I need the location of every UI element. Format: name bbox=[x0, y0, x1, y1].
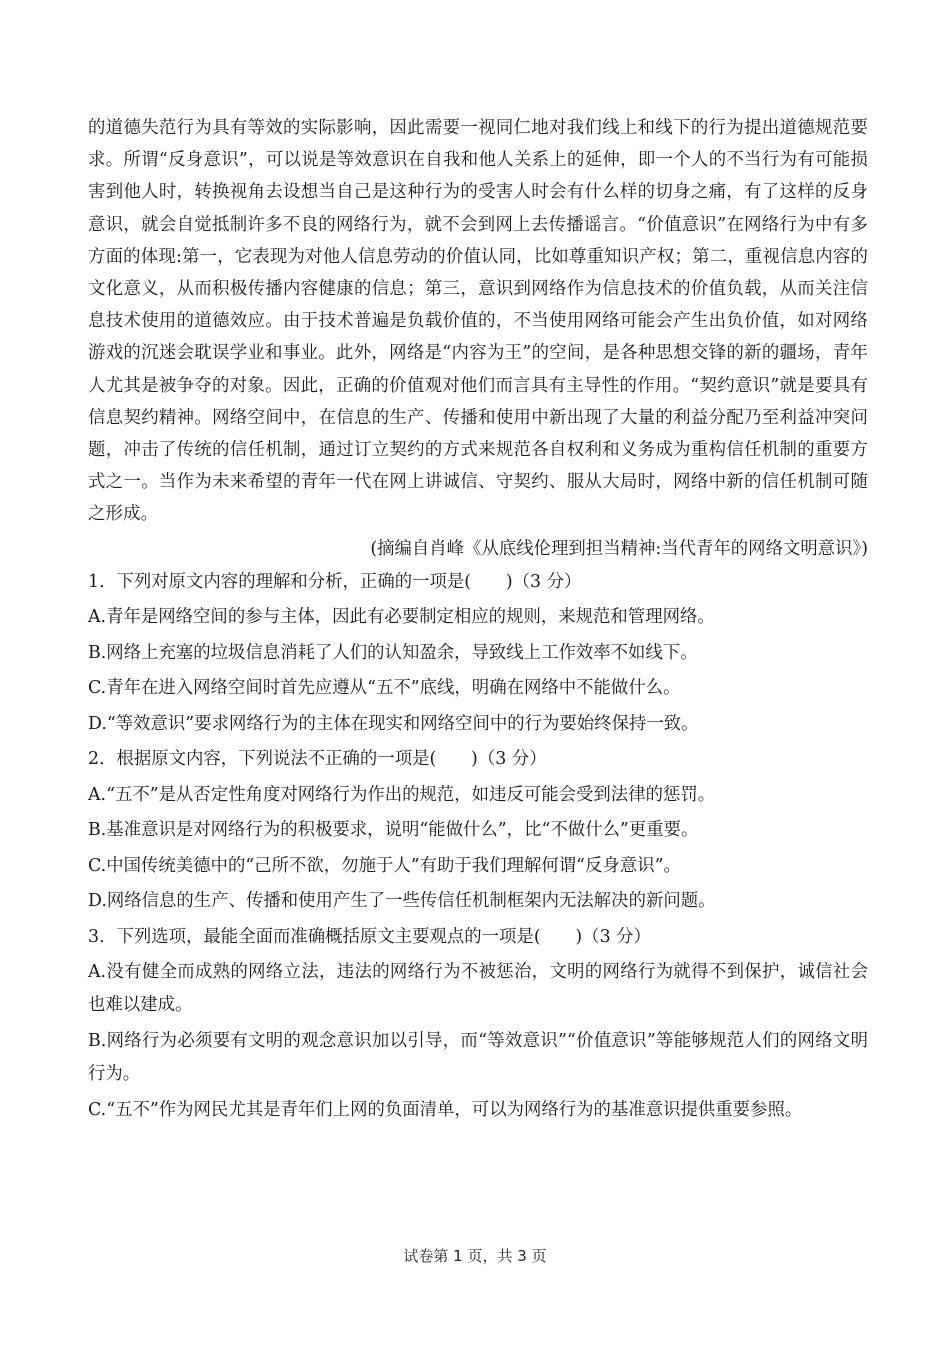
option-c: C.“五不”作为网民尤其是青年们上网的负面清单，可以为网络行为的基准意识提供重要参照。 bbox=[88, 1100, 803, 1121]
option-a: A.青年是网络空间的参与主体，因此有必要制定相应的规则，来规范和管理网络。 bbox=[88, 607, 715, 628]
question-3 bbox=[88, 920, 868, 1129]
question-1 bbox=[88, 565, 868, 743]
passage-paragraph: 的道德失范行为具有等效的实际影响，因此需要一视同仁地对我们线上和线下的行为提出道德规范要求。所谓“反身意识”，可以说是等效意识在自我和他人关系上的延伸，即一个人的不当行为有可能损害到他人时，转换视角去设想当自己是这种行为的受害人时会有什么样的切身之痛，有了这样的反身意识，就会自觉抵制许多不良的网络行为，就不会到网上去传播谣言。“价值意识”在网络行为中有多方面的体现:第一，它表现为对他人信息劳动的价值认同，比如尊重知识产权；第二，重视信息内容的文化意义，从而积极传播内容健康的信息；第三，意识到网络作为信息技术的价值负载，从而关注信息技术使用的道德效应。由于技术普遍是负载价值的，不当使用网络可能会产生出负价值，如对网络游戏的沉迷会耽误学业和事业。此外，网络是“内容为王”的空间，是各种思想交锋的新的疆场，青年人尤其是被争夺的对象。因此，正确的价值观对他们而言具有主导性的作用。“契约意识”就是要具有信息契约精神。网络空间中，在信息的生产、传播和使用中新出现了大量的利益分配乃至利益冲突问题，冲击了传统的信任机制，通过订立契约的方式来规范各自权利和义务成为重构信任机制的重要方式之一。当作为未来希望的青年一代在网上讲诚信、守契约、服从大局时，网络中新的信任机制可随之形成。 bbox=[88, 118, 868, 525]
option-c: C.中国传统美德中的“己所不欲，勿施于人”有助于我们理解何谓“反身意识”。 bbox=[88, 855, 681, 876]
option-d: D.“等效意识”要求网络行为的主体在现实和网络空间中的行为要始终保持一致。 bbox=[88, 713, 699, 734]
question-2 bbox=[88, 742, 868, 920]
option-b: B.网络上充塞的垃圾信息消耗了人们的认知盈余，导致线上工作效率不如线下。 bbox=[88, 642, 698, 663]
option-b: B.基准意识是对网络行为的积极要求，说明“能做什么”，比“不做什么”更重要。 bbox=[88, 820, 699, 841]
question-list bbox=[88, 565, 868, 1129]
passage-source: (摘编自肖峰《从底线伦理到担当精神:当代青年的网络文明意识》) bbox=[370, 538, 868, 559]
option-a: A.没有健全而成熟的网络立法，违法的网络行为不被惩治，文明的网络行为就得不到保护，诚信社会也难以建成。 bbox=[88, 962, 868, 1016]
exam-page bbox=[88, 112, 868, 1129]
question-stem: 1．下列对原文内容的理解和分析，正确的一项是( )（3 分） bbox=[88, 571, 582, 592]
question-stem: 3．下列选项，最能全面而准确概括原文主要观点的一项是( )（3 分） bbox=[88, 926, 651, 947]
option-a: A.“五不”是从否定性角度对网络行为作出的规范，如违反可能会受到法律的惩罚。 bbox=[88, 784, 716, 805]
question-stem: 2．根据原文内容，下列说法不正确的一项是( )（3 分） bbox=[88, 749, 547, 770]
option-b: B.网络行为必须要有文明的观念意识加以引导，而“等效意识”“价值意识”等能够规范人们的网络文明行为。 bbox=[88, 1031, 868, 1085]
option-c: C.青年在进入网络空间时首先应遵从“五不”底线，明确在网络中不能做什么。 bbox=[88, 678, 681, 699]
option-d: D.网络信息的生产、传播和使用产生了一些传信任机制框架内无法解决的新问题。 bbox=[88, 891, 716, 912]
page-footer: 试卷第 1 页，共 3 页 bbox=[403, 1247, 547, 1265]
